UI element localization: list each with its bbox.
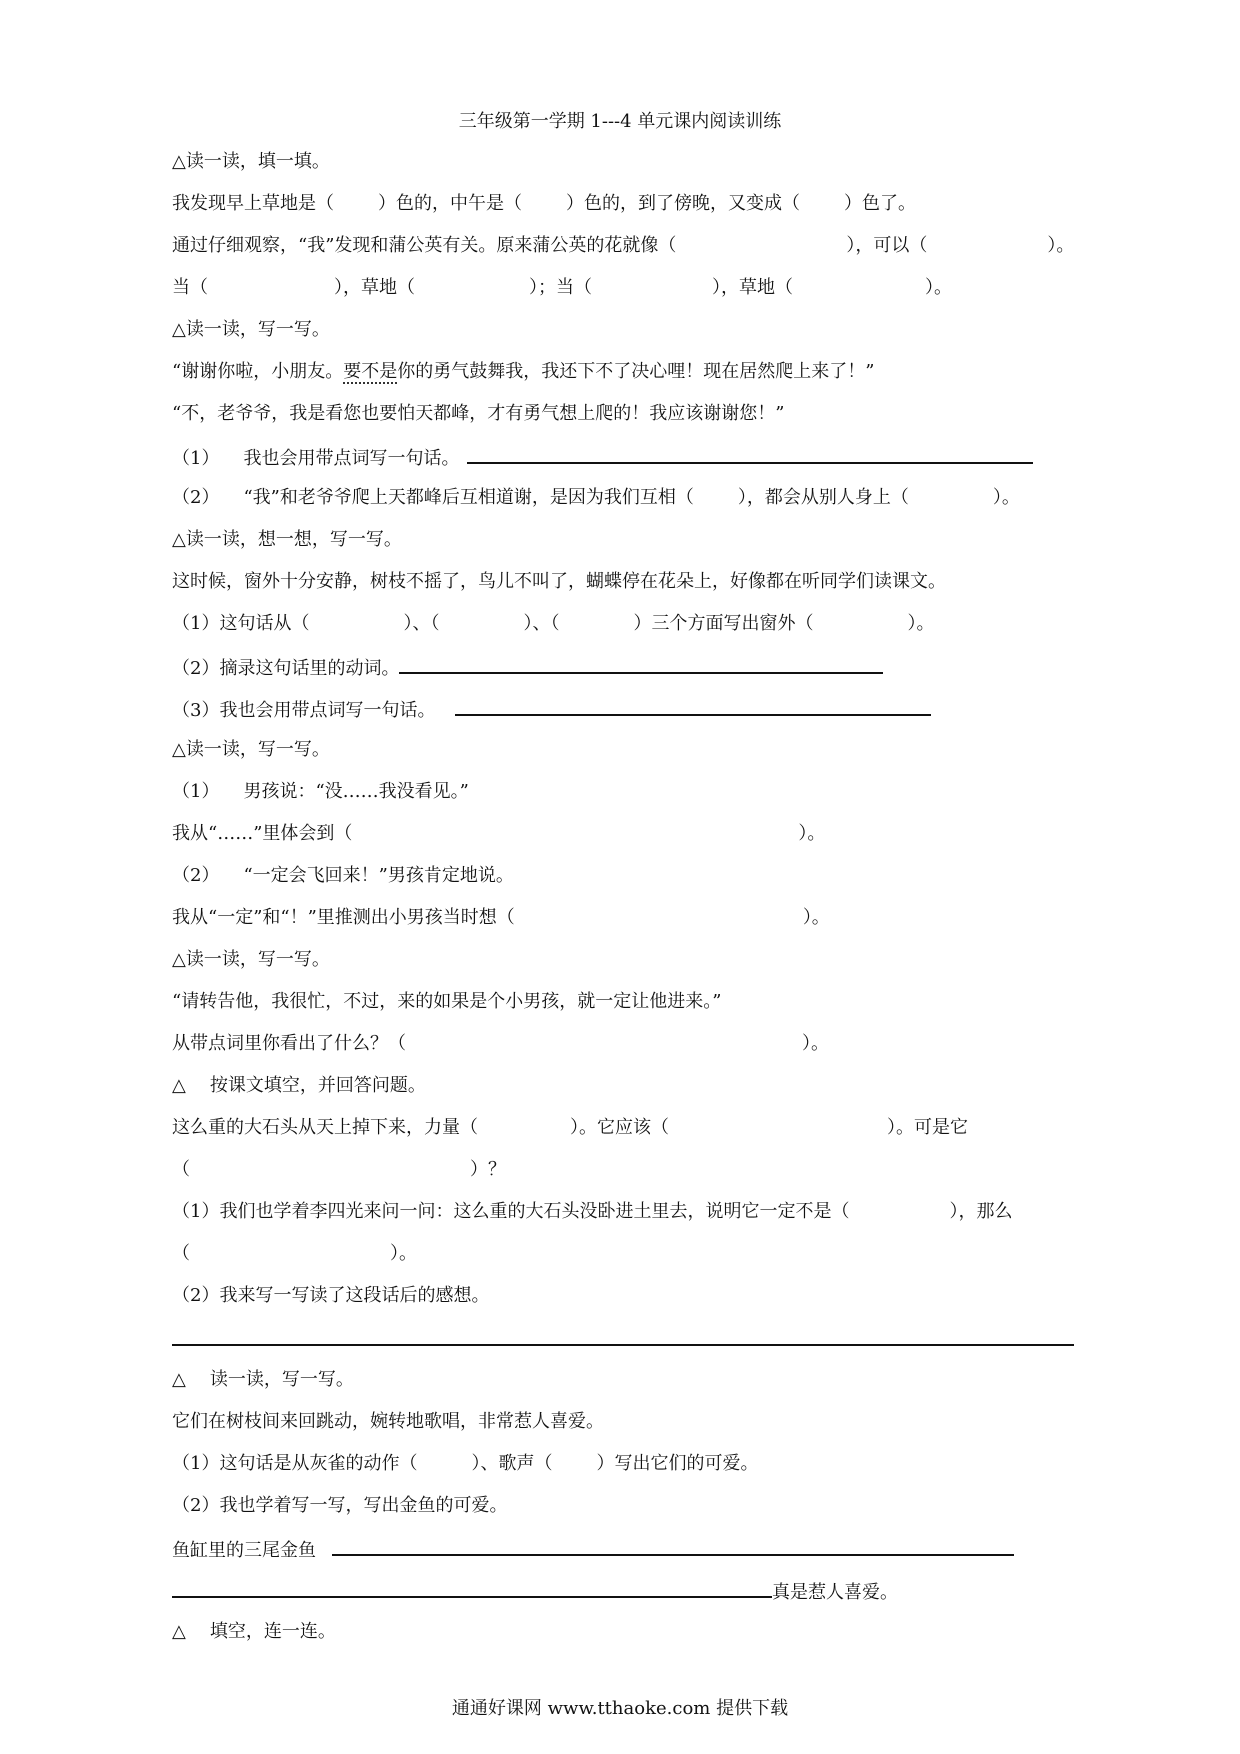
page-title: 三年级第一学期 1---4 单元课内阅读训练 bbox=[458, 111, 782, 132]
quote-line: “不，老爷爷，我是看您也要怕天都峰，才有勇气想上爬的！我应该谢谢您！” bbox=[172, 403, 785, 424]
answer-rule bbox=[172, 1578, 772, 1598]
question-line: （2）我来写一写读了这段话后的感想。 bbox=[172, 1285, 490, 1306]
answer-rule bbox=[467, 444, 1033, 464]
answer-rule bbox=[399, 654, 883, 674]
question-line: （2） “我”和老爷爷爬上天都峰后互相道谢，是因为我们互相（ ），都会从别人身上（ ）。 bbox=[172, 487, 1020, 508]
section-heading: △ 填空，连一连。 bbox=[172, 1621, 336, 1642]
answer-rule bbox=[455, 696, 931, 716]
writing-line: 真是惹人喜爱。 bbox=[172, 1578, 898, 1605]
fill-line: （ ）？ bbox=[172, 1159, 506, 1180]
question-line: （2）我也学着写一写，写出金鱼的可爱。 bbox=[172, 1495, 508, 1516]
fill-line: 我从“……”里体会到（ ）。 bbox=[172, 823, 826, 844]
question-line: （1）这句话是从灰雀的动作（ ）、歌声（ ）写出它们的可爱。 bbox=[172, 1453, 759, 1474]
question-line: （1） 我也会用带点词写一句话。 bbox=[172, 444, 1033, 471]
section-heading: △ 读一读，写一写。 bbox=[172, 1369, 354, 1390]
fill-line: 我发现早上草地是（ ）色的，中午是（ ）色的，到了傍晚，又变成（ ）色了。 bbox=[172, 193, 916, 214]
question-line: （2） “一定会飞回来！”男孩肯定地说。 bbox=[172, 865, 514, 886]
quote-line: “谢谢你啦，小朋友。要不是你的勇气鼓舞我，我还下不了决心哩！现在居然爬上来了！” bbox=[172, 361, 875, 382]
quote-line: “请转告他，我很忙，不过，来的如果是个小男孩，就一定让他进来。” bbox=[172, 991, 722, 1012]
question-line: （1）这句话从（ ）、（ ）、（ ）三个方面写出窗外（ ）。 bbox=[172, 613, 935, 634]
passage-line: 它们在树枝间来回跳动，婉转地歌唱，非常惹人喜爱。 bbox=[172, 1411, 604, 1432]
section-heading: △读一读，写一写。 bbox=[172, 739, 330, 760]
fill-line: （ ）。 bbox=[172, 1243, 417, 1264]
section-heading: △读一读，填一填。 bbox=[172, 151, 330, 172]
question-line: （3）我也会用带点词写一句话。 bbox=[172, 696, 931, 723]
fill-line: 从带点词里你看出了什么？（ ）。 bbox=[172, 1033, 829, 1054]
section-heading: △读一读，想一想，写一写。 bbox=[172, 529, 402, 550]
section-heading: △读一读，写一写。 bbox=[172, 949, 330, 970]
page-footer: 通通好课网 www.tthaoke.com 提供下载 bbox=[451, 1698, 789, 1719]
fill-line: 通过仔细观察，“我”发现和蒲公英有关。原来蒲公英的花就像（ ），可以（ ）。 bbox=[172, 235, 1075, 256]
question-line: （2）摘录这句话里的动词。 bbox=[172, 654, 883, 681]
passage-line: 这时候，窗外十分安静，树枝不摇了，鸟儿不叫了，蝴蝶停在花朵上，好像都在听同学们读课文。 bbox=[172, 571, 946, 592]
question-line: （1） 男孩说：“没……我没看见。” bbox=[172, 781, 469, 802]
answer-rule bbox=[332, 1536, 1014, 1556]
dotted-word: 要不是 bbox=[343, 361, 398, 382]
fill-line: 我从“一定”和“！”里推测出小男孩当时想（ ）。 bbox=[172, 907, 830, 928]
answer-rule bbox=[172, 1344, 1074, 1346]
question-line: （1）我们也学着李四光来问一问：这么重的大石头没卧进土里去，说明它一定不是（ ），那么 bbox=[172, 1201, 1013, 1222]
writing-line: 鱼缸里的三尾金鱼 bbox=[172, 1536, 1014, 1563]
fill-line: 当（ ），草地（ ）；当（ ），草地（ ）。 bbox=[172, 277, 952, 298]
fill-line: 这么重的大石头从天上掉下来，力量（ ）。它应该（ ）。可是它 bbox=[172, 1117, 968, 1138]
section-heading: △读一读，写一写。 bbox=[172, 319, 330, 340]
section-heading: △ 按课文填空，并回答问题。 bbox=[172, 1075, 426, 1096]
